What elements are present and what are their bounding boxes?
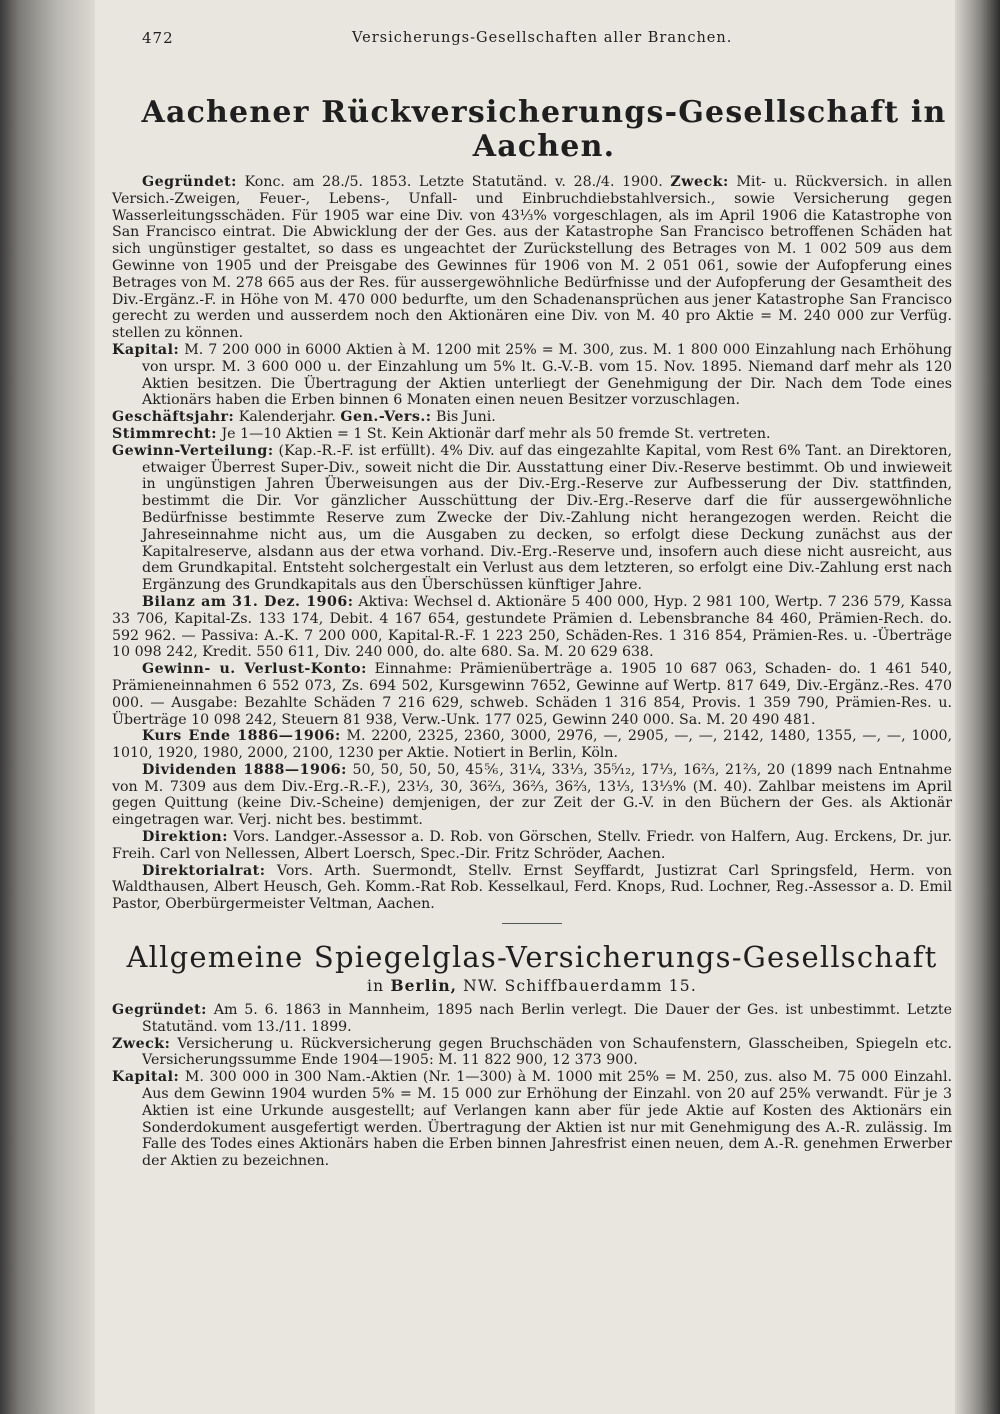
entry-text: Bis Juni. [431, 409, 496, 426]
entry-label: Gewinn-Verteilung: [112, 442, 274, 459]
entry-bilanz [112, 594, 952, 661]
entry-label: Direktion: [142, 829, 228, 846]
scan-edge-right [955, 0, 1000, 1414]
entry-text: Vors. Landger.-Assessor a. D. Rob. von Görschen, Stellv. Friedr. von Halfern, Aug. Erckens, Dr. jur. Freih. Carl von Nellessen, Albert Loersch, Spec.-Dir. Fritz Schröder, Aachen. [112, 829, 952, 862]
entry-direktion [112, 829, 952, 863]
entry-text: Aktiva: Wechsel d. Aktionäre 5 400 000, Hyp. 2 981 100, Wertp. 7 236 579, Kassa 33 706, Kapital-Zs. 133 174, Debit. 4 167 654, gestundete Prämien d. Lebensbranche 84 460, Prämien-Rech. do. 592 962. — Passiva: A.-K. 7 200 000, Kapital-R.-F. 1 223 250, Schäden-Res. 1 316 854, Prämien-Res. u. -Überträge 10 098 242, Kredit. 550 611, Div. 240 000, do. alte 680. Sa. M. 20 629 638. [112, 593, 953, 661]
section-title-spiegelglas: Allgemeine Spiegelglas-Versicherungs-Gesellschaft [126, 940, 938, 975]
entry-label: Bilanz am 31. Dez. 1906: [142, 593, 354, 610]
section-title-aachener: Aachener Rückversicherungs-Gesellschaft in Aachen. [141, 95, 947, 164]
section-divider [502, 923, 562, 924]
entry-kapital-2 [112, 1069, 952, 1170]
entry-gewinn-verlust [112, 661, 952, 728]
entry-kapital [112, 342, 952, 409]
entry-geschaeftsjahr [112, 409, 952, 426]
entry-zweck-2 [112, 1036, 952, 1070]
entry-label: Zweck: [112, 1035, 171, 1052]
page-header [112, 22, 952, 56]
section-aachener [112, 174, 952, 913]
entry-dividenden [112, 762, 952, 829]
scan-edge-left [0, 0, 95, 1414]
entry-text: Konc. am 28./5. 1853. Letzte Statutänd. v. 28./4. 1900. [236, 174, 671, 190]
entry-label: Gewinn- u. Verlust-Konto: [142, 661, 367, 678]
entry-gegruendet [112, 174, 952, 342]
entry-label: Gegründet: [112, 1002, 207, 1019]
entry-text: M. 7 200 000 in 6000 Aktien à M. 1200 mit 25% = M. 300, zus. M. 1 800 000 Einzahlung nach Erhöhung von urspr. M. 3 600 000 u. der Einzahlung um 5% lt. G.-V.-B. vom 15. Nov. 1895. Niemand darf mehr als 120 Aktien besitzen. Die Übertragung der Aktien unterliegt der Genehmigung der Dir. Nach dem Tode eines Aktionärs haben die Erben binnen 6 Monaten einen neuen Besitzer vorzuschlagen. [142, 341, 952, 409]
entry-direktorialrat [112, 863, 952, 913]
section-subtitle-address [112, 976, 952, 996]
entry-gegruendet-2 [112, 1002, 952, 1036]
entry-text: M. 300 000 in 300 Nam.-Aktien (Nr. 1—300) à M. 1000 mit 25% = M. 250, zus. also M. 75 000 Einzahl. Aus dem Gewinn 1904 wurden 5% = M. 15 000 zur Erhöhung der Einzahl. von 20 auf 25% verwandt. Für je 3 Aktien ist eine Urkunde ausgestellt; auf Verlangen kann aber für jede Aktie auf Kosten des Aktionärs ein Sonderdokument ausgefertigt werden. Übertragung der Aktien ist nur mit Genehmigung des A.-R. zulässig. Im Falle des Todes eines Aktionärs haben die Erben binnen Jahresfrist einen neuen, dem A.-R. genehmen Erwerber der Aktien zu bezeichnen. [142, 1069, 952, 1170]
entry-label: Geschäftsjahr: [112, 409, 235, 426]
entry-label: Gen.-Vers.: [340, 409, 432, 426]
subtitle-city: Berlin, [390, 976, 458, 996]
entry-text: Kalenderjahr. [234, 409, 341, 426]
document-page [112, 22, 952, 1170]
entry-label: Gegründet: [142, 174, 237, 190]
subtitle-address: NW. Schiffbauerdamm 15. [457, 977, 697, 996]
entry-label: Zweck: [670, 174, 729, 190]
entry-text: (Kap.-R.-F. ist erfüllt). 4% Div. auf das eingezahlte Kapital, vom Rest 6% Tant. an Direktoren, etwaiger Überrest Super-Div., soweit nicht die Dir. Ausstattung einer Div.-Reserve bestimmt. Ob und inwieweit in ungünstigen Jahren Überweisungen aus der Div.-Erg.-Reserve zur Aufbesserung der Div. stattfinden, bestimmt die Dir. Vor gänzlicher Ausschüttung der Div.-Erg.-Reserve darf die für aussergewöhnliche Bedürfnisse bestimmte Reserve zum Zwecke der Div.-Zahlung nicht herangezogen werden. Reicht die Jahreseinnahme nicht aus, um die Ausgaben zu decken, so erfolgt diese Deckung zunächst aus der Kapitalreserve, alsdann aus der etwa vorhand. Div.-Erg.-Reserve und, insofern auch diese nicht ausreicht, aus dem Grundkapital. Entsteht solchergestalt ein Verlust aus dem letzteren, so erfolgt eine Div.-Zahlung erst nach Ergänzung des Grundkapitals aus den Überschüssen künftiger Jahre. [142, 442, 952, 594]
subtitle-prefix: in [367, 977, 391, 996]
entry-text: Mit- u. Rückversich. in allen Versich.-Zweigen, Feuer-, Lebens-, Unfall- und Einbruchdiebstahlversich., sowie Versicherung gegen Wasserleitungsschäden. Für 1905 war eine Div. von 43⅓% vorgeschlagen, als im April 1906 die Katastrophe von San Francisco eintrat. Die Abwicklung der der Ges. aus der Katastrophe San Francisco betroffenen Schäden hat sich ungünstiger gestaltet, so dass es ungeachtet der Zurückstellung des Betrages von M. 1 002 509 aus dem Gewinne von 1905 und der Preisgabe des Gewinnes für 1906 von M. 2 051 061, sowie der Aufopferung eines Betrages von M. 278 665 aus der Res. für aussergewöhnliche Bedürfnisse und der Aufopferung der Gesamtheit des Div.-Ergänz.-F. in Höhe von M. 470 000 bedurfte, um den Schadenansprüchen aus jener Katastrophe San Francisco gerecht zu werden und ausserdem noch den Aktionären eine Div. von M. 40 pro Aktie = M. 240 000 zur Verfüg. stellen zu können. [112, 174, 953, 342]
entry-kurs [112, 728, 952, 762]
entry-text: M. 2200, 2325, 2360, 3000, 2976, —, 2905, —, —, 2142, 1480, 1355, —, —, 1000, 1010, 1920, 1980, 2000, 2100, 1230 per Aktie. Notiert in Berlin, Köln. [112, 728, 953, 762]
entry-text: Vors. Arth. Suermondt, Stellv. Ernst Seyffardt, Justizrat Carl Springsfeld, Herm. von Waldthausen, Albert Heusch, Geh. Komm.-Rat Rob. Kesselkaul, Ferd. Knops, Rud. Lochner, Reg.-Assessor a. D. Emil Pastor, Oberbürgermeister Veltman, Aachen. [112, 862, 952, 913]
page-number: 472 [142, 29, 174, 47]
entry-label: Direktorialrat: [142, 862, 266, 879]
entry-label: Kurs Ende 1886—1906: [142, 728, 341, 745]
entry-label: Kapital: [112, 341, 180, 358]
entry-stimmrecht [112, 426, 952, 443]
section-spiegelglas [112, 1002, 952, 1170]
entry-text: Versicherung u. Rückversicherung gegen Bruchschäden von Schaufenstern, Glasscheiben, Spiegeln etc. Versicherungssumme Ende 1904—1905: M. 11 822 900, 12 373 900. [142, 1035, 952, 1069]
running-head: Versicherungs-Gesellschaften aller Branchen. [352, 30, 733, 46]
entry-gewinn-verteilung [112, 443, 952, 594]
entry-text: 50, 50, 50, 50, 45⅚, 31¼, 33⅓, 35⁵⁄₁₂, 17⅓, 16⅔, 21⅔, 20 (1899 nach Entnahme von M. 7309 aus dem Div.-Erg.-R.-F.), 23⅓, 30, 36⅔, 36⅔, 36⅔, 13⅓, 13⅓% (M. 40). Zahlbar meistens im April gegen Quittung (keine Div.-Scheine) demjenigen, der zur Zeit der G.-V. in den Büchern der Ges. als Aktionär eingetragen war. Verj. nicht bes. bestimmt. [112, 761, 952, 829]
entry-label: Dividenden 1888—1906: [142, 761, 347, 778]
entry-text: Einnahme: Prämienüberträge a. 1905 10 687 063, Schaden- do. 1 461 540, Prämieneinnahmen 6 552 073, Zs. 694 502, Kursgewinn 7652, Gewinne auf Wertp. 817 649, Div.-Ergänz.-Res. 470 000. — Ausgabe: Bezahlte Schäden 7 216 629, schweb. Schäden 1 316 854, Provis. 1 359 790, Prämien-Res. u. Überträge 10 098 242, Steuern 81 938, Verw.-Unk. 177 025, Gewinn 240 000. Sa. M. 20 490 481. [112, 661, 953, 728]
entry-text: Je 1—10 Aktien = 1 St. Kein Aktionär darf mehr als 50 fremde St. vertreten. [216, 425, 771, 442]
entry-label: Stimmrecht: [112, 425, 217, 442]
entry-text: Am 5. 6. 1863 in Mannheim, 1895 nach Berlin verlegt. Die Dauer der Ges. ist unbestimmt. Letzte Statutänd. vom 13./11. 1899. [142, 1002, 952, 1035]
entry-label: Kapital: [112, 1069, 180, 1086]
